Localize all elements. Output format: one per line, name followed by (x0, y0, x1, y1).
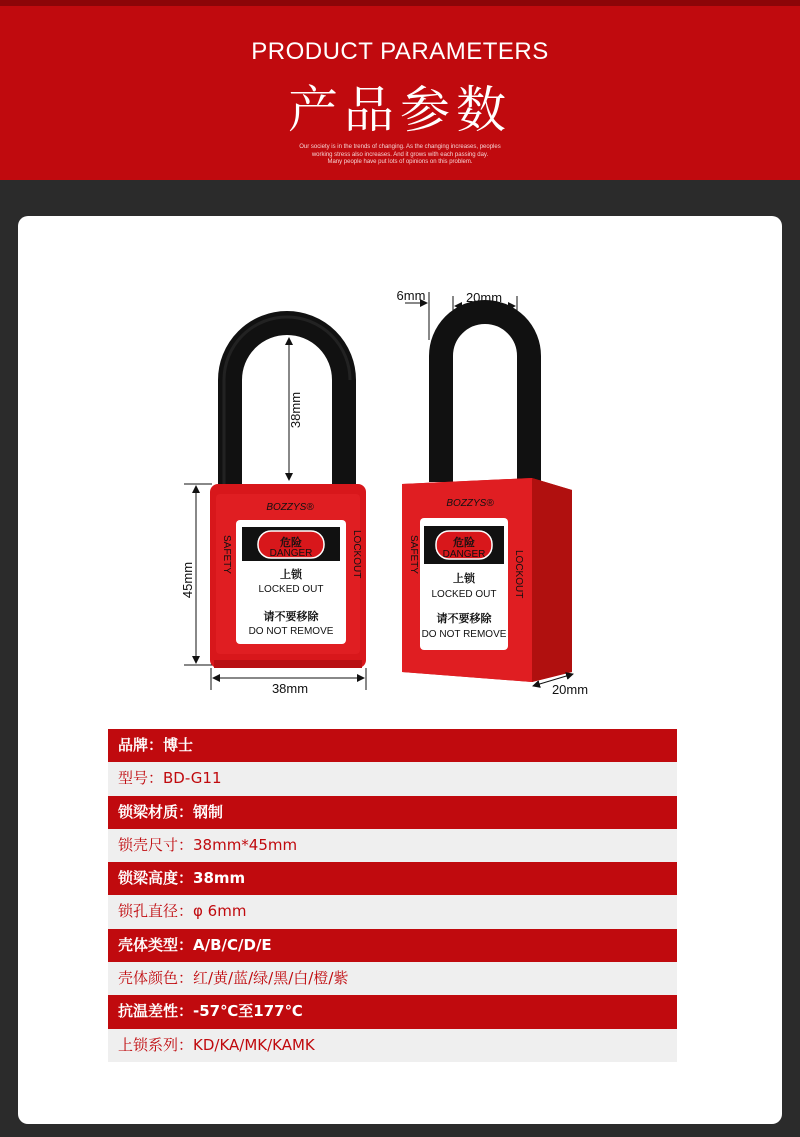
header-subtitle-line: Our society is in the trends of changing. As the changing increases, peoples (299, 144, 501, 150)
locked-en-text: LOCKED OUT (258, 584, 324, 595)
side-text-safety: SAFETY (221, 535, 232, 574)
header-subtitle-line: Many people have put lots of opinions on this problem. (327, 159, 473, 165)
danger-cn-text: 危险 (453, 536, 475, 549)
dim-body-depth: 20mm (551, 682, 589, 697)
header-title-en: PRODUCT PARAMETERS (251, 38, 549, 65)
padlock-front-view (210, 317, 366, 668)
locked-en-text: LOCKED OUT (431, 589, 497, 600)
remove-cn-text: 请不要移除 (436, 612, 492, 625)
param-row-body-color: 壳体颜色：红/黄/蓝/绿/黑/白/橙/紫 (108, 962, 677, 995)
locked-cn-text: 上锁 (453, 572, 475, 585)
param-row-body-type: 壳体类型：A/B/C/D/E (108, 929, 677, 962)
param-row-lock-series: 上锁系列：KD/KA/MK/KAMK (108, 1029, 677, 1062)
shackle-side (441, 312, 529, 482)
param-row-shackle-height: 锁梁高度：38mm (108, 862, 677, 895)
dim-body-width: 38mm (271, 681, 309, 696)
side-text-lockout: LOCKOUT (513, 550, 524, 599)
danger-en-text: DANGER (442, 549, 486, 560)
remove-cn-text: 请不要移除 (263, 610, 319, 623)
remove-en-text: DO NOT REMOVE (421, 629, 507, 640)
param-row-temperature: 抗温差性：-57℃至177℃ (108, 995, 677, 1028)
dim-shackle-width: 20mm (465, 290, 503, 305)
param-row-model: 型号：BD-G11 (108, 762, 677, 795)
dim-shackle-diameter: 6mm (396, 288, 426, 303)
param-row-shackle-material: 锁梁材质：钢制 (108, 796, 677, 829)
danger-en-text: DANGER (269, 548, 313, 559)
brand-mark: BOZZYS® (446, 498, 494, 509)
shackle-front (230, 323, 344, 492)
side-text-safety: SAFETY (408, 535, 419, 574)
dim-shackle-height: 38mm (288, 391, 303, 429)
remove-en-text: DO NOT REMOVE (248, 626, 334, 637)
header-subtitle-line: working stress also increases. And it grows with each passing day. (311, 151, 489, 158)
brand-mark: BOZZYS® (266, 502, 314, 513)
param-row-brand: 品牌：博士 (108, 729, 677, 762)
param-row-body-size: 锁壳尺寸：38mm*45mm (108, 829, 677, 862)
param-row-keyhole-diameter: 锁孔直径：φ 6mm (108, 895, 677, 928)
header-title-cn: 产品参数 (288, 81, 512, 139)
danger-cn-text: 危险 (280, 536, 302, 549)
locked-cn-text: 上锁 (280, 568, 302, 581)
side-text-lockout: LOCKOUT (351, 530, 362, 579)
padlock-side-view (402, 312, 572, 682)
dim-body-height: 45mm (180, 561, 195, 599)
parameters-table (108, 729, 677, 1062)
